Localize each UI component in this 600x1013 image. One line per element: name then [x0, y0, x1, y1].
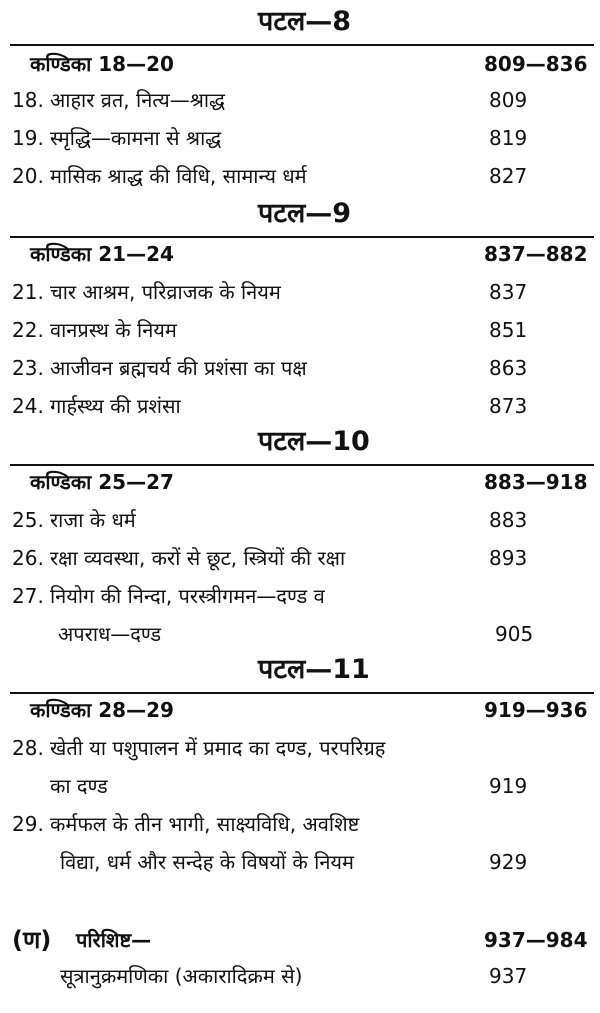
entry-title: आहार व्रत, नित्य—श्राद्ध [50, 88, 226, 112]
appendix-marker: (ण) [12, 926, 52, 954]
entry-page: 837 [489, 280, 528, 304]
patal-heading: पटल—10 [258, 426, 370, 457]
appendix-title: परिशिष्ट— [76, 928, 152, 952]
divider-rule [10, 464, 594, 466]
appendix-range: 937—984 [484, 928, 588, 952]
entry-title: कर्मफल के तीन भागी, साक्ष्यविधि, अवशिष्ट [50, 812, 360, 836]
entry-number: 25. [12, 508, 44, 532]
entry-page: 809 [489, 88, 528, 112]
kandika-label: कण्डिका 28—29 [30, 698, 174, 722]
entry-title-continued: अपराध—दण्ड [58, 622, 162, 646]
entry-number: 24. [12, 394, 44, 418]
entry-number: 29. [12, 812, 44, 836]
patal-heading: पटल—9 [258, 198, 352, 229]
entry-number: 23. [12, 356, 44, 380]
entry-page: 851 [489, 318, 528, 342]
divider-rule [10, 692, 594, 694]
entry-number: 22. [12, 318, 44, 342]
kandika-range: 809—836 [484, 52, 588, 76]
kandika-label: कण्डिका 21—24 [30, 242, 174, 266]
entry-page: 929 [489, 850, 528, 874]
entry-page: 819 [489, 126, 528, 150]
entry-title: वानप्रस्थ के नियम [50, 318, 177, 342]
entry-page: 919 [489, 774, 528, 798]
entry-number: 26. [12, 546, 44, 570]
entry-number: 27. [12, 584, 44, 608]
entry-number: 18. [12, 88, 44, 112]
entry-title-continued: विद्या, धर्म और सन्देह के विषयों के नियम [60, 850, 354, 874]
entry-page: 863 [489, 356, 528, 380]
entry-page: 827 [489, 164, 528, 188]
patal-heading: पटल—11 [258, 654, 370, 685]
entry-title-continued: का दण्ड [50, 774, 108, 798]
kandika-label: कण्डिका 25—27 [30, 470, 174, 494]
entry-title: मासिक श्राद्ध की विधि, सामान्य धर्म [50, 164, 307, 188]
entry-title: स्मृद्धि—कामना से श्राद्ध [50, 126, 222, 150]
entry-title: गार्हस्थ्य की प्रशंसा [50, 394, 181, 418]
kandika-label: कण्डिका 18—20 [30, 52, 174, 76]
entry-page: 893 [489, 546, 528, 570]
entry-page: 883 [489, 508, 528, 532]
divider-rule [10, 236, 594, 238]
entry-title: चार आश्रम, परिव्राजक के नियम [50, 280, 281, 304]
patal-heading: पटल—8 [258, 6, 352, 37]
kandika-range: 919—936 [484, 698, 588, 722]
entry-number: 19. [12, 126, 44, 150]
divider-rule [10, 44, 594, 46]
kandika-range: 837—882 [484, 242, 588, 266]
entry-title: नियोग की निन्दा, परस्त्रीगमन—दण्ड व [50, 584, 325, 608]
entry-number: 21. [12, 280, 44, 304]
entry-title: राजा के धर्म [50, 508, 136, 532]
entry-number: 20. [12, 164, 44, 188]
appendix-entry-page: 937 [489, 964, 528, 988]
kandika-range: 883—918 [484, 470, 588, 494]
entry-number: 28. [12, 736, 44, 760]
entry-page: 873 [489, 394, 528, 418]
entry-title: खेती या पशुपालन में प्रमाद का दण्ड, परपरिग्रह [50, 736, 386, 760]
appendix-entry-title: सूत्रानुक्रमणिका (अकारादिक्रम से) [60, 964, 303, 988]
entry-title: रक्षा व्यवस्था, करों से छूट, स्त्रियों की रक्षा [50, 546, 346, 570]
entry-title: आजीवन ब्रह्मचर्य की प्रशंसा का पक्ष [50, 356, 307, 380]
entry-page: 905 [495, 622, 534, 646]
